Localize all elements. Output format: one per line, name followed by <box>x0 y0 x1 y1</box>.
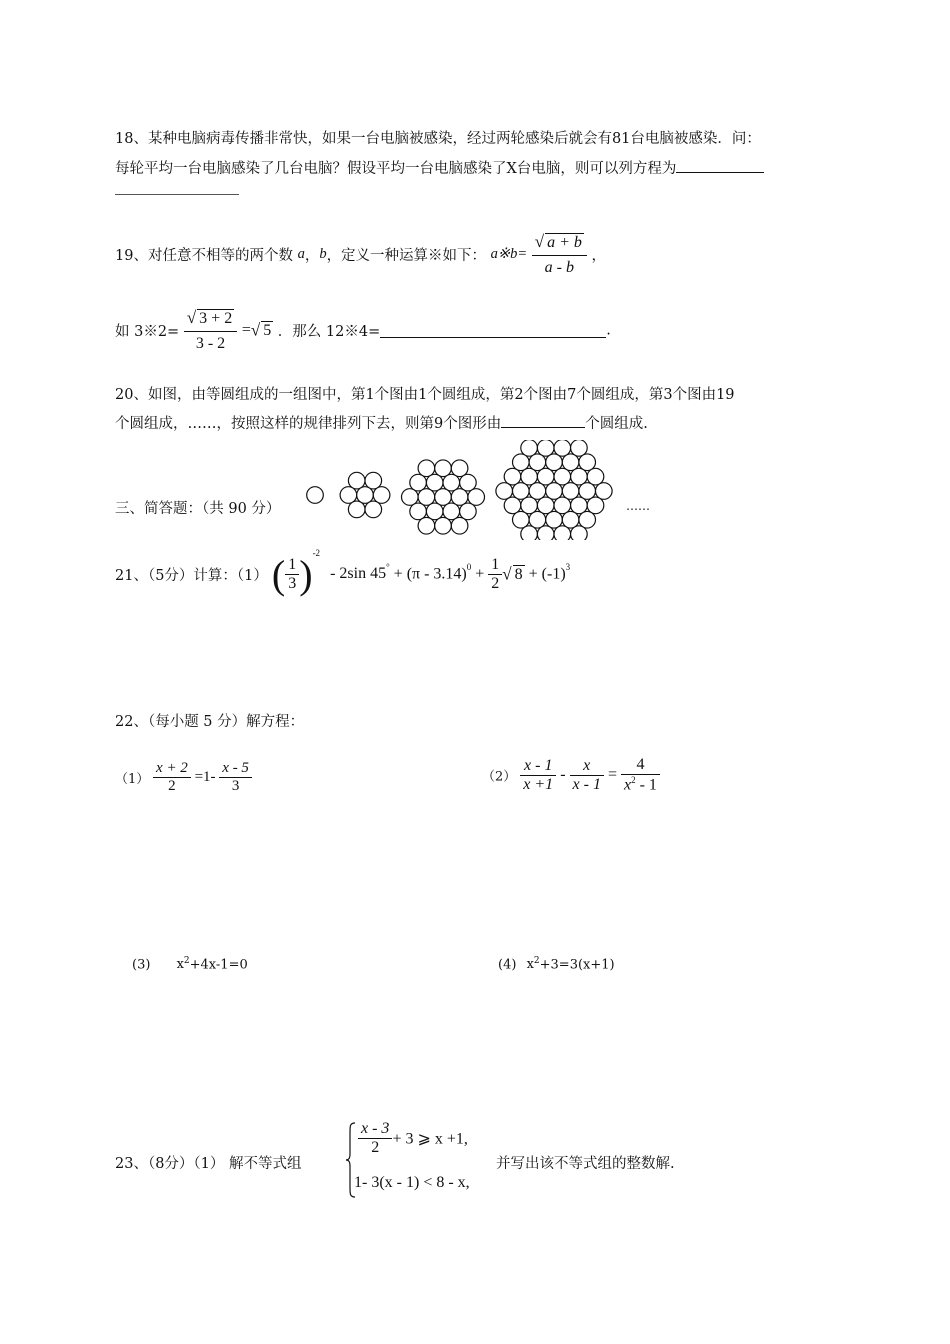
q22-p2-numerator1: x - 1 <box>520 757 556 776</box>
pattern-4-circle <box>513 511 530 528</box>
q19-answer-blank[interactable] <box>380 323 606 338</box>
q19-def-lhs: a※b= <box>490 246 528 262</box>
pattern-4-circle <box>579 454 596 471</box>
q19-example-rhs: 5 <box>263 322 272 339</box>
pattern-3-circle <box>451 460 468 477</box>
q21-fraction-numerator: 1 <box>285 556 299 575</box>
pattern-4-circle <box>513 483 530 500</box>
q22-p3-rest: +4x-1=0 <box>189 957 248 973</box>
pattern-2-circle <box>348 472 365 489</box>
pattern-4-circle <box>513 454 530 471</box>
q22-part3-label: (3) <box>132 957 151 973</box>
circle-pattern-groups <box>307 440 612 540</box>
q22-part1 <box>115 760 252 795</box>
pattern-4-circle <box>521 468 538 485</box>
q23-numerator: x - 3 <box>358 1120 392 1139</box>
q21-exponent-zero: 0 <box>466 562 472 572</box>
pattern-3-circle <box>402 489 419 506</box>
pattern-4-circle <box>496 483 513 500</box>
q22-p2-denominator3-exponent: 2 <box>631 775 636 785</box>
pattern-2-circle <box>373 487 390 504</box>
q22-p4-x: x <box>526 957 534 973</box>
q22-p1-numerator1: x + 2 <box>153 760 191 778</box>
q21-fraction-denominator: 3 <box>288 574 297 592</box>
q18-line2-text: 每轮平均一台电脑感染了几台电脑？假设平均一台电脑感染了X台电脑，则可以列方程为 <box>115 161 677 177</box>
q21-right-paren: ) <box>299 551 313 597</box>
q21-degree: ° <box>386 562 390 572</box>
q19-def-fraction: $\frac{√ a + b}{a - b}$ <box>532 232 587 277</box>
q21-fraction-half <box>488 556 502 593</box>
q19-example-fraction: $\frac{√ 3 + 2}{3 - 2}$ <box>184 308 237 353</box>
q21-sin-term: - 2sin 45 <box>330 565 387 583</box>
pattern-3-circle <box>435 517 452 534</box>
q22-part4 <box>498 956 615 972</box>
q23-label: 23、（8分）（1） 解不等式组 <box>115 1156 302 1172</box>
pattern-4-circle <box>554 526 571 540</box>
pattern-4-circle <box>537 468 554 485</box>
q22-p2-numerator3: 4 <box>621 756 660 775</box>
pattern-4-circle <box>521 497 538 514</box>
q22-p4-exponent: 2 <box>533 956 540 966</box>
q22-p2-fraction2 <box>570 757 604 794</box>
q23-fraction <box>358 1120 392 1157</box>
pattern-3-circle <box>451 517 468 534</box>
pattern-3-circle <box>468 489 485 506</box>
q22-p2-numerator2: x <box>570 757 604 776</box>
q21-pi-term: + (π - 3.14) <box>393 565 467 583</box>
pattern-3-circle <box>435 489 452 506</box>
q20-line2 <box>115 412 648 433</box>
pattern-4-circle <box>554 497 571 514</box>
q22-part4-label: (4) <box>498 957 517 973</box>
pattern-3-circle <box>410 503 427 520</box>
pattern-4-circle <box>504 497 521 514</box>
pattern-4-circle <box>529 483 546 500</box>
pattern-4-circle <box>546 511 563 528</box>
q21-plus: + <box>475 565 485 583</box>
pattern-3-circle <box>435 460 452 477</box>
q22-p2-fraction3 <box>621 756 660 794</box>
pattern-4-circle <box>571 468 588 485</box>
pattern-4-circle <box>537 526 554 540</box>
q19-def-denominator: a - b <box>544 259 574 276</box>
pattern-3-circle <box>418 489 435 506</box>
q22-p1-denominator2: 3 <box>231 778 240 794</box>
circle-pattern-figure <box>300 440 620 540</box>
q21-exponent-three: 3 <box>565 562 571 572</box>
q23-ineq1-rest: + 3 ⩾ x +1, <box>392 1130 468 1148</box>
pattern-4-circle <box>504 468 521 485</box>
q19-intro: 19、对任意不相等的两个数 <box>115 248 293 264</box>
pattern-3-circle <box>426 474 443 491</box>
pattern-2-circle <box>365 501 382 518</box>
q19-define-text: ，定义一种运算※如下： <box>326 248 487 264</box>
q22-p4-rest: +3=3(x+1) <box>539 957 615 973</box>
q19-question: ．那么 12※4= <box>277 324 381 340</box>
pattern-4-circle <box>537 497 554 514</box>
q22-part2-label: （2） <box>482 769 517 785</box>
section3-title: 三、简答题：（共 90 分） <box>115 501 281 517</box>
q22-part2 <box>482 756 660 794</box>
pattern-3-circle <box>443 474 460 491</box>
pattern-3-circle <box>460 503 477 520</box>
q21-fraction-one-third <box>285 556 299 593</box>
q22-p1-numerator2: x - 5 <box>219 760 252 778</box>
q19-var-b: b <box>319 246 327 262</box>
q19-comma: ， <box>591 248 606 264</box>
q22-p2-denominator1: x +1 <box>523 775 554 793</box>
q22-p3-x: x <box>176 957 184 973</box>
q23-inequality2: 1- 3(x - 1) < 8 - x, <box>354 1174 470 1191</box>
q19-example: 如 3※2= $\frac{√ 3 + 2}{3 - 2}$ =√ 5 ．那么 12※4= . <box>115 308 611 352</box>
pattern-1-circle <box>307 487 324 504</box>
pattern-4-circle <box>554 468 571 485</box>
pattern-4-circle <box>587 497 604 514</box>
q22-p2-denominator2: x - 1 <box>572 775 601 793</box>
q20-answer-blank[interactable] <box>501 413 585 428</box>
q19-example-numerator: 3 + 2 <box>199 310 233 327</box>
q22-p1-fraction2 <box>219 760 252 795</box>
pattern-4-circle <box>579 511 596 528</box>
q22-title: 22、（每小题 5 分）解方程： <box>115 714 305 730</box>
q22-p2-equals: = <box>607 766 617 784</box>
pattern-4-circle <box>562 454 579 471</box>
q18-answer-blank[interactable] <box>676 158 764 173</box>
pattern-4-circle <box>546 483 563 500</box>
q18-line1: 18、某种电脑病毒传播非常快，如果一台电脑被感染，经过两轮感染后就会有81台电脑被感染．问： <box>115 131 761 147</box>
pattern-4-circle <box>529 511 546 528</box>
q22-p2-denominator3-x: x <box>623 776 632 794</box>
q19-definition <box>115 232 606 277</box>
q23-denominator: 2 <box>371 1139 380 1156</box>
q19-sep: ， <box>304 248 320 264</box>
pattern-4-circle <box>596 483 613 500</box>
pattern-4-circle <box>571 497 588 514</box>
q22-p2-minus: - <box>560 766 566 784</box>
q22-p3-exponent: 2 <box>183 956 190 966</box>
pattern-3-circle <box>418 517 435 534</box>
q21-half-numerator: 1 <box>488 556 502 575</box>
pattern-3-circle <box>460 474 477 491</box>
pattern-2-circle <box>340 487 357 504</box>
pattern-2-circle <box>348 501 365 518</box>
q23-inequality1 <box>358 1120 468 1157</box>
q22-part3 <box>132 956 248 972</box>
pattern-4-circle <box>562 483 579 500</box>
pattern-4-circle <box>529 454 546 471</box>
q19-var-a: a <box>297 246 305 262</box>
pattern-3-circle <box>443 503 460 520</box>
pattern-3-circle <box>451 489 468 506</box>
q18-line2 <box>115 157 764 178</box>
pattern-4-circle <box>571 526 588 540</box>
pattern-3-circle <box>426 503 443 520</box>
q19-example-equals: = <box>241 321 251 339</box>
pattern-4-circle <box>562 511 579 528</box>
q22-p1-fraction1 <box>153 760 191 795</box>
figure-ellipsis: …… <box>626 499 650 513</box>
q21-left-paren: ( <box>271 551 286 597</box>
pattern-3-circle <box>418 460 435 477</box>
pattern-3-circle <box>410 474 427 491</box>
q20-line2-end: 个圆组成. <box>585 416 648 432</box>
q19-example-denominator: 3 - 2 <box>195 335 226 352</box>
pattern-2-circle <box>365 472 382 489</box>
q19-end: . <box>606 322 611 339</box>
q21-exponent-neg2: -2 <box>312 548 321 558</box>
q21-label: 21、（5分）计算：（1） <box>115 567 268 584</box>
q21-neg-one-term: + (-1) <box>528 565 566 583</box>
pattern-4-circle <box>587 468 604 485</box>
q22-p2-denominator3-rest: - 1 <box>635 776 657 794</box>
q19-def-numerator: a + b <box>547 234 582 251</box>
pattern-4-circle <box>521 526 538 540</box>
q21-half-denominator: 2 <box>491 574 500 592</box>
q22-part1-label: （1） <box>115 772 150 787</box>
q18-answer-blank-cont[interactable] <box>115 184 239 195</box>
q22-p1-middle: =1- <box>194 769 216 785</box>
q20-line1: 20、如图，由等圆组成的一组图中，第1个图由1个圆组成，第2个图由7个圆组成，第3个图由19 <box>115 387 735 403</box>
q20-line2-text: 个圆组成，……，按照这样的规律排列下去，则第9个图形由 <box>115 416 502 432</box>
pattern-2-circle <box>357 487 374 504</box>
q22-p2-fraction1 <box>520 757 556 794</box>
q22-p1-denominator1: 2 <box>168 778 176 794</box>
q21: 21、（5分）计算：（1） ( $\frac{1}{3}$ )$^{-2}$ - 2sin 45° + (π - 3.14)$^0$ + $\frac{1}{2}$ √ $8 + (-1)^3$ <box>115 548 571 597</box>
q23-tail: 并写出该不等式组的整数解. <box>496 1156 675 1172</box>
q21-sqrt8: 8 <box>514 565 523 583</box>
pattern-4-circle <box>546 454 563 471</box>
q19-example-lhs: 如 3※2= <box>115 324 180 340</box>
pattern-4-circle <box>579 483 596 500</box>
